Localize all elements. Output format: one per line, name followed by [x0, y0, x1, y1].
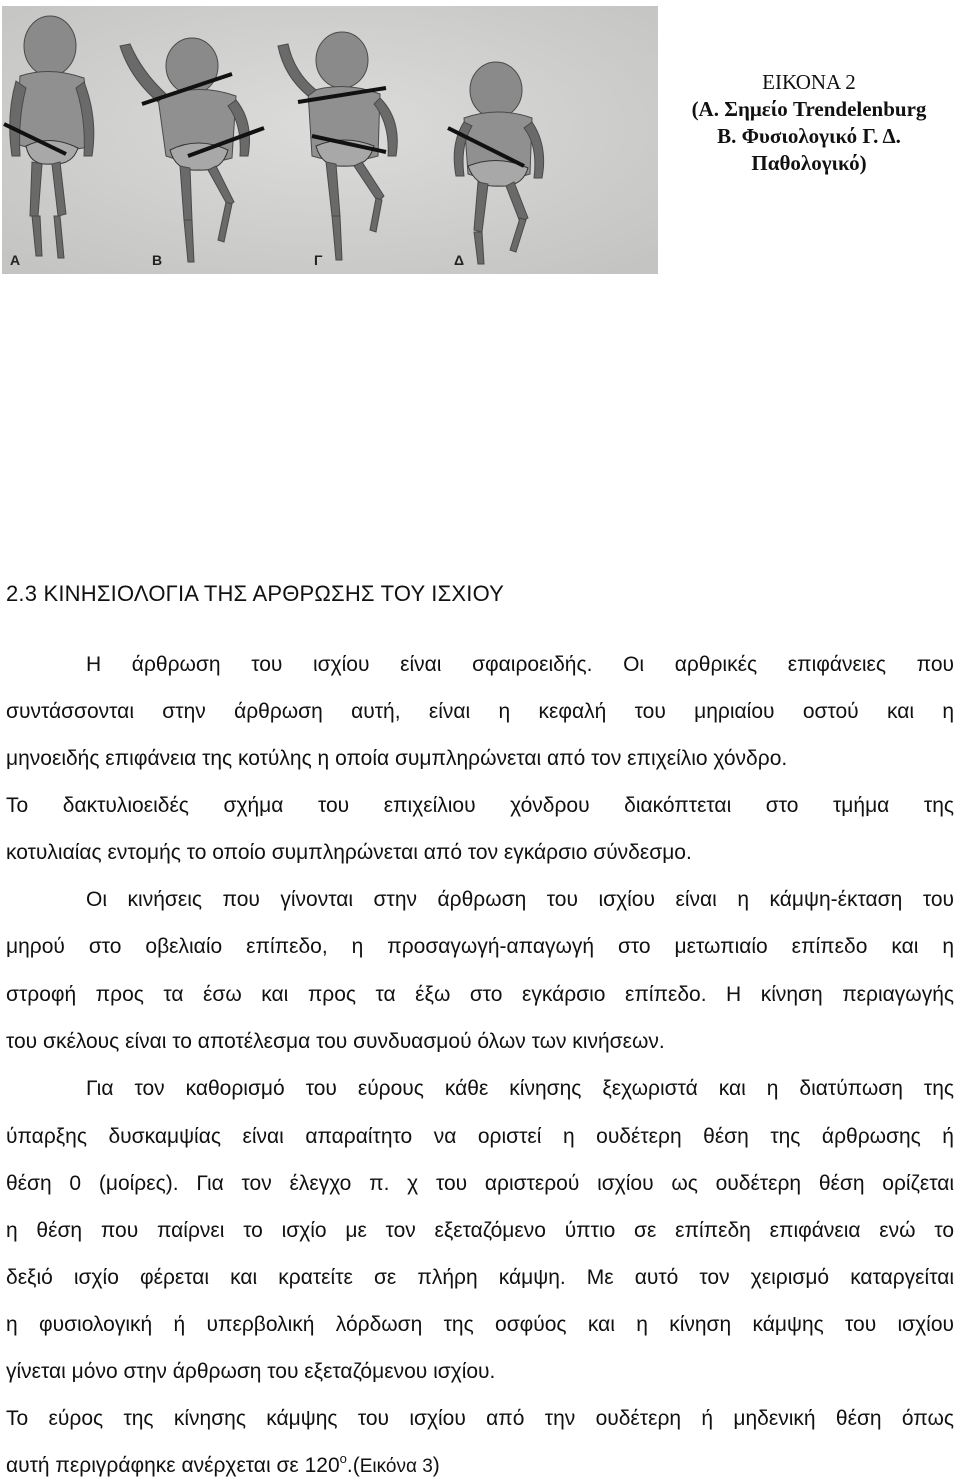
body-line: Η άρθρωση του ισχίου είναι σφαιροειδής. Οι αρθρικές επιφάνειες που — [86, 653, 954, 676]
caption-line-2: Β. Φυσιολογικό Γ. Δ. — [717, 124, 901, 148]
panel-label-d: Δ — [454, 252, 465, 268]
body-line: γίνεται μόνο στην άρθρωση του εξεταζόμενου ισχίου. — [6, 1360, 496, 1383]
figure-reference: Εικόνα 3 — [359, 1456, 433, 1477]
body-line: η φυσιολογική ή υπερβολική λόρδωση της οσφύος και η κίνηση κάμψης του ισχίου — [6, 1313, 954, 1336]
skeleton-illustration — [2, 6, 658, 274]
body-line: κοτυλιαίας εντομής το οποίο συμπληρώνεται από τον εγκάρσιο σύνδεσμο. — [6, 841, 692, 864]
last-line-close: ) — [432, 1454, 440, 1477]
body-line: του σκέλους είναι το αποτέλεσμα του συνδυασμού όλων των κινήσεων. — [6, 1030, 665, 1053]
body-line: μηρού στο οβελιαίο επίπεδο, η προσαγωγή-απαγωγή στο μετωπιαίο επίπεδο και η — [6, 935, 954, 958]
degree-superscript: ο — [339, 1451, 347, 1466]
body-line: δεξιό ισχίο φέρεται και κρατείτε σε πλήρη κάμψη. Με αυτό τον χειρισμό καταργείται — [6, 1266, 954, 1289]
figure-caption — [668, 69, 950, 177]
caption-line-1: (Α. Σημείο Trendelenburg — [691, 97, 927, 121]
last-line-tail: .( — [346, 1454, 360, 1477]
caption-title: ΕΙΚΟΝΑ 2 — [762, 70, 856, 94]
body-line: μηνοειδής επιφάνεια της κοτύλης η οποία συμπληρώνεται από τον επιχείλιο χόνδρο. — [6, 747, 788, 770]
section-heading: 2.3 ΚΙΝΗΣΙΟΛΟΓΙΑ ΤΗΣ ΑΡΘΡΩΣΗΣ ΤΟΥ ΙΣΧΙΟΥ — [6, 581, 505, 606]
panel-label-a: Α — [10, 252, 21, 268]
body-line: Το εύρος της κίνησης κάμψης του ισχίου από την ουδέτερη ή μηδενική θέση όπως — [6, 1407, 954, 1430]
panel-label-b: Β — [152, 252, 163, 268]
caption-line-3: Παθολογικό) — [751, 151, 867, 175]
trendelenburg-figure — [2, 6, 658, 274]
body-line: Για τον καθορισμό του εύρους κάθε κίνησης ξεχωριστά και η διατύπωση της — [86, 1077, 954, 1100]
body-line: Το δακτυλιοειδές σχήμα του επιχείλιου χόνδρου διακόπτεται στο τμήμα της — [6, 794, 954, 817]
body-last-line — [6, 1451, 954, 1483]
body-line: συντάσσονται στην άρθρωση αυτή, είναι η κεφαλή του μηριαίου οστού και η — [6, 700, 954, 723]
body-line: θέση 0 (μοίρες). Για τον έλεγχο π. χ του αριστερού ισχίου ως ουδέτερη θέση ορίζεται — [6, 1172, 954, 1195]
last-line-text: αυτή περιγράφηκε ανέρχεται σε 120 — [6, 1454, 340, 1477]
body-line: Οι κινήσεις που γίνονται στην άρθρωση του ισχίου είναι η κάμψη-έκταση του — [86, 888, 954, 911]
panel-label-c: Γ — [314, 252, 323, 268]
body-line: ύπαρξης δυσκαμψίας είναι απαραίτητο να οριστεί η ουδέτερη θέση της άρθρωσης ή — [6, 1125, 954, 1148]
body-line: η θέση που παίρνει το ισχίο με τον εξεταζόμενο ύπτιο σε επίπεδη επιφάνεια ενώ το — [6, 1219, 954, 1242]
body-line: στροφή προς τα έσω και προς τα έξω στο εγκάρσιο επίπεδο. Η κίνηση περιαγωγής — [6, 983, 954, 1006]
